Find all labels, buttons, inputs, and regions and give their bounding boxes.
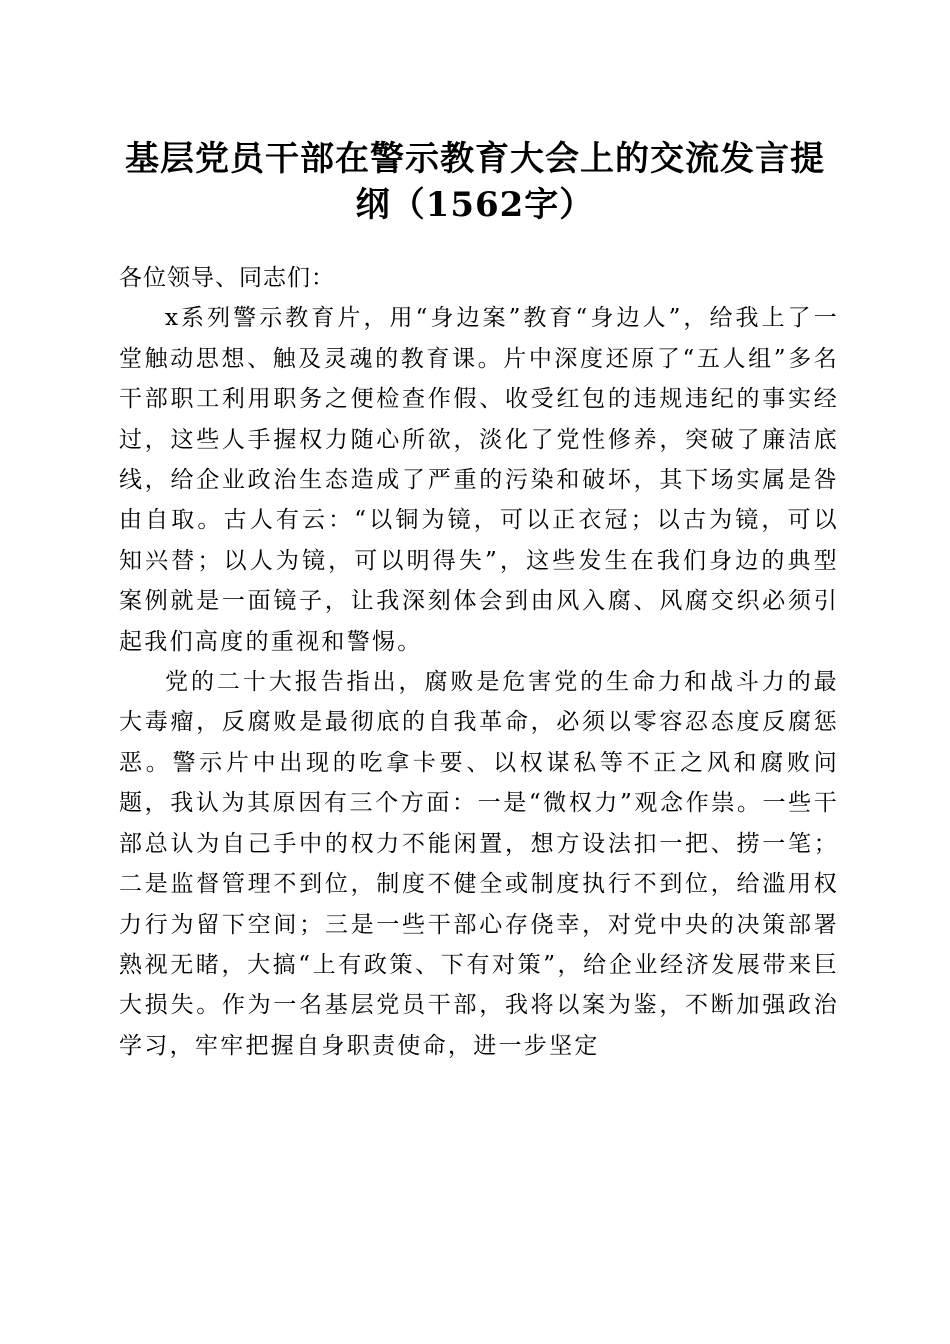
document-title: 基层党员干部在警示教育大会上的交流发言提纲（1562字）	[125, 139, 825, 225]
document-body	[119, 258, 839, 1066]
paragraph: 党的二十大报告指出，腐败是危害党的生命力和战斗力的最大毒瘤，反腐败是最彻底的自我革命，必须以零容忍态度反腐惩恶。警示片中出现的吃拿卡要、以权谋私等不正之风和腐败问题，我认为其原因有三个方面：一是“微权力”观念作祟。一些干部总认为自己手中的权力不能闲置，想方设法扣一把、捞一笔；二是监督管理不到位，制度不健全或制度执行不到位，给滥用权力行为留下空间；三是一些干部心存侥幸，对党中央的决策部署熟视无睹，大搞“上有政策、下有对策”，给企业经济发展带来巨大损失。作为一名基层党员干部，我将以案为鉴，不断加强政治学习，牢牢把握自身职责使命，进一步坚定	[119, 669, 839, 1059]
paragraph: x系列警示教育片，用“身边案”教育“身边人”，给我上了一堂触动思想、触及灵魂的教育课。片中深度还原了“五人组”多名干部职工利用职务之便检查作假、收受红包的违规违纪的事实经过，这些人手握权力随心所欲，淡化了党性修养，突破了廉洁底线，给企业政治生态造成了严重的污染和破坏，其下场实属是咎由自取。古人有云：“以铜为镜，可以正衣冠；以古为镜，可以知兴替；以人为镜，可以明得失”，这些发生在我们身边的典型案例就是一面镜子，让我深刻体会到由风入腐、风腐交织必须引起我们高度的重视和警惕。	[119, 305, 839, 655]
salutation: 各位领导、同志们：	[119, 265, 335, 291]
